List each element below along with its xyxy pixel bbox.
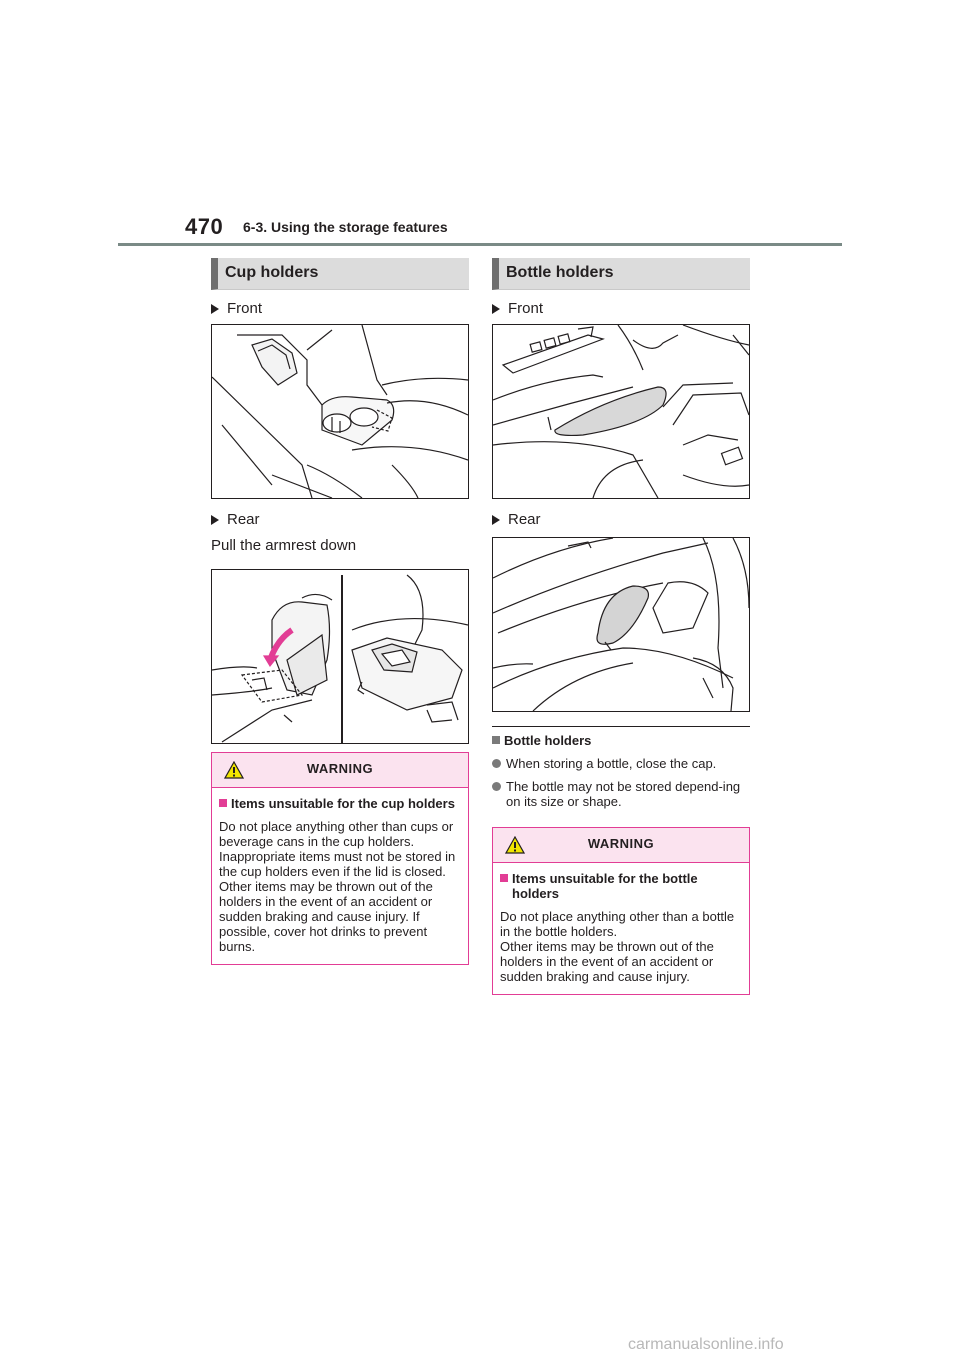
bottle-note-2-text: The bottle may not be stored depend-ing on its size or shape.	[506, 779, 741, 809]
triangle-bullet-icon	[492, 304, 500, 314]
warning-item-title	[219, 796, 460, 811]
bottle-holders-column	[492, 258, 750, 995]
square-bullet-icon	[492, 736, 500, 744]
warning-body	[212, 788, 468, 964]
cup-holder-warning	[211, 752, 469, 965]
square-bullet-icon	[219, 799, 227, 807]
bottle-holder-front-figure	[492, 324, 750, 499]
cup-front-label	[211, 298, 469, 320]
warning-text: Do not place anything other than cups or beverage cans in the cup holders. Inappropriate items must not be stored in the cup holders even if the lid is closed. Other items may be thrown out of the holders in the event of an accident or sudden braking and cause injury. If possible, cover hot drinks to prevent burns.	[219, 819, 456, 954]
warning-body	[493, 863, 749, 994]
cup-holders-column	[211, 258, 469, 965]
warning-text: Do not place anything other than a bottle in the bottle holders. Other items may be thrown out of the holders in the event of an accident or sudden braking and cause injury.	[500, 909, 735, 984]
rear-instruction: Pull the armrest down	[211, 537, 357, 554]
bottle-front-label	[492, 298, 750, 320]
page-number: 470	[185, 214, 224, 239]
round-bullet-icon	[492, 782, 501, 791]
triangle-bullet-icon	[492, 515, 500, 525]
cup-front-label-text: Front	[227, 300, 263, 317]
bottle-holder-rear-figure	[492, 537, 750, 712]
warning-item-title-text: Items unsuitable for the cup holders	[231, 796, 455, 811]
cup-rear-label	[211, 509, 469, 531]
warning-item-title-text: Items unsuitable for the bottle holders	[512, 871, 698, 901]
warning-header	[493, 828, 749, 863]
warning-label: WARNING	[587, 836, 655, 851]
warning-header	[212, 753, 468, 788]
warning-label: WARNING	[306, 761, 374, 776]
cup-holder-rear-figure	[211, 569, 469, 744]
triangle-bullet-icon	[211, 304, 219, 314]
warning-item-title	[500, 871, 741, 901]
bottle-rear-label	[492, 509, 750, 531]
header-rule	[118, 243, 842, 246]
triangle-bullet-icon	[211, 515, 219, 525]
bottle-notes-title	[492, 733, 750, 748]
bottle-rear-label-text: Rear	[508, 511, 541, 528]
cup-holder-front-figure	[211, 324, 469, 499]
square-bullet-icon	[500, 874, 508, 882]
round-bullet-icon	[492, 759, 501, 768]
notes-divider	[492, 726, 750, 727]
bottle-front-label-text: Front	[508, 300, 544, 317]
watermark: carmanualsonline.info	[628, 1336, 784, 1353]
bottle-holders-heading: Bottle holders	[492, 258, 750, 290]
bottle-note-1	[492, 756, 750, 771]
bottle-note-1-text: When storing a bottle, close the cap.	[506, 756, 717, 771]
bottle-holder-warning	[492, 827, 750, 995]
cup-holders-heading: Cup holders	[211, 258, 469, 290]
bottle-note-2	[492, 779, 750, 809]
bottle-notes-title-text: Bottle holders	[504, 733, 592, 748]
cup-rear-label-text: Rear	[227, 511, 260, 528]
section-title: 6-3. Using the storage features	[243, 219, 448, 235]
